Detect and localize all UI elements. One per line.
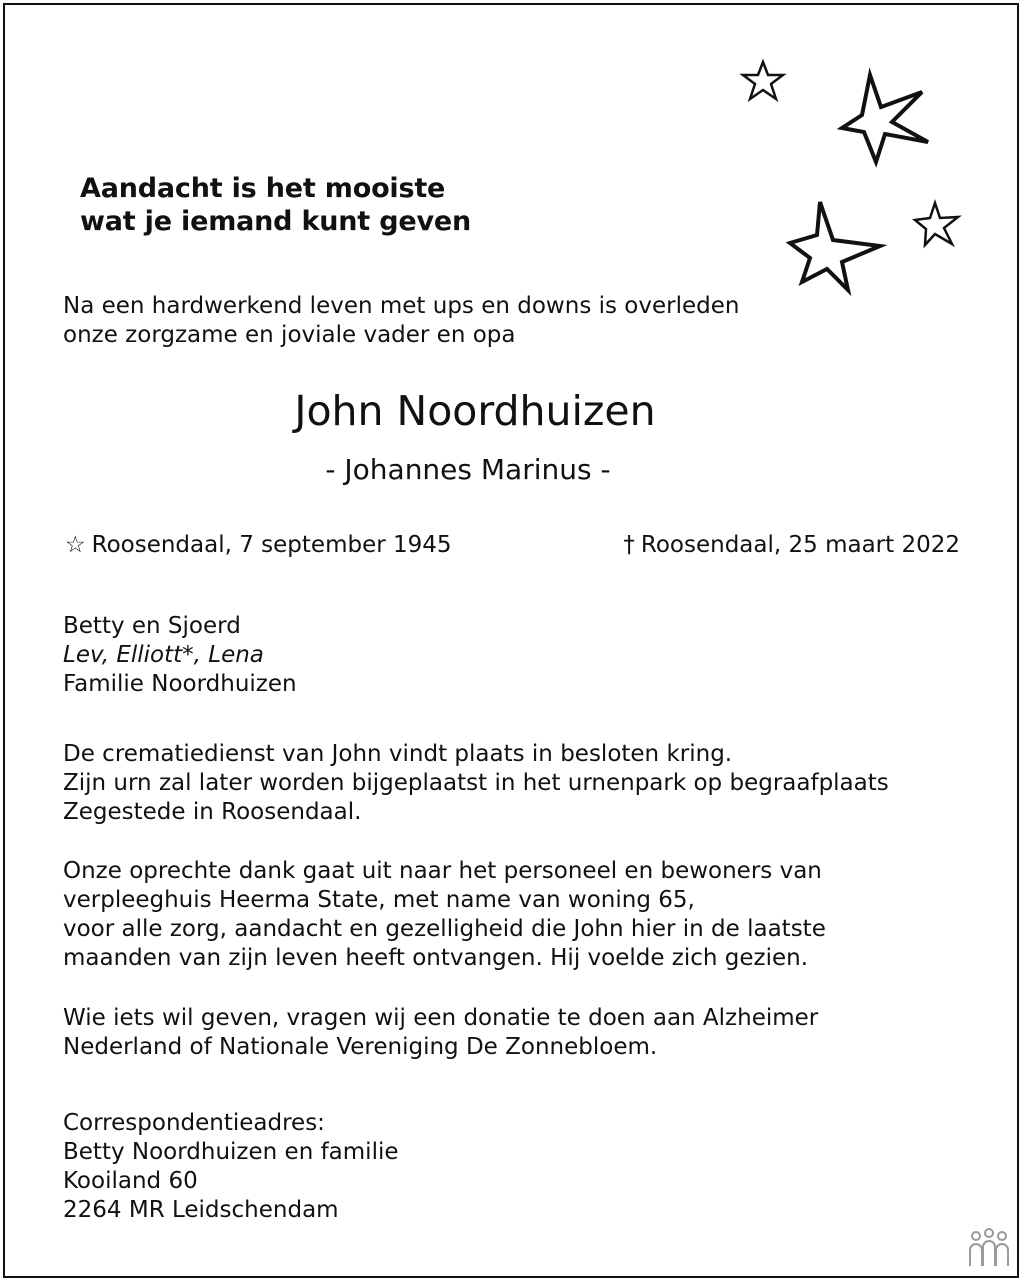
intro-line-2: onze zorgzame en joviale vader en opa [63,322,516,348]
service-line-3: Zegestede in Roosendaal. [63,799,362,825]
address-city: 2264 MR Leidschendam [63,1197,339,1223]
intro-line-1: Na een hardwerkend leven met ups en downs is overleden [63,293,740,319]
birth-info [65,531,452,560]
motto-line-2: wat je iemand kunt geven [80,206,471,237]
given-names: - Johannes Marinus - [325,453,611,486]
birth-star-icon: ☆ [65,532,86,558]
thanks-line-3: voor alle zorg, aandacht en gezelligheid die John hier in de laatste [63,916,826,942]
family-grandchildren: Lev, Elliott*, Lena [63,642,264,668]
family-list [63,612,297,699]
address-label: Correspondentieadres: [63,1110,325,1136]
people-group-logo-icon [967,1228,1011,1268]
birth-date: Roosendaal, 7 september 1945 [91,532,452,558]
donation-line-2: Nederland of Nationale Vereniging De Zonnebloem. [63,1034,658,1060]
intro-text [63,292,739,350]
donation-line-1: Wie iets wil geven, vragen wij een donatie te doen aan Alzheimer [63,1005,819,1031]
thanks-line-2: verpleeghuis Heerma State, met name van woning 65, [63,887,695,913]
service-line-1: De crematiedienst van John vindt plaats in besloten kring. [63,741,733,767]
thanks-line-4: maanden van zijn leven heeft ontvangen. Hij voelde zich gezien. [63,945,809,971]
large-star-icon [790,202,880,290]
small-star-icon [743,62,783,99]
motto [80,172,471,238]
donation-text [63,1004,818,1062]
thanks-text [63,857,826,973]
motto-line-1: Aandacht is het mooiste [80,173,446,204]
death-date: Roosendaal, 25 maart 2022 [640,532,960,558]
thanks-line-1: Onze oprechte dank gaat uit naar het personeel en bewoners van [63,858,822,884]
deceased-name: John Noordhuizen [294,387,656,435]
death-info [623,531,960,560]
death-cross-icon: † [623,532,635,558]
small-star-icon [915,203,958,245]
service-line-2: Zijn urn zal later worden bijgeplaatst in het urnenpark op begraafplaats [63,770,889,796]
address-name: Betty Noordhuizen en familie [63,1139,399,1165]
stars-icon [730,50,970,300]
service-text [63,740,889,827]
correspondence-address [63,1109,399,1225]
large-star-icon [842,75,928,162]
family-name: Familie Noordhuizen [63,671,297,697]
address-street: Kooiland 60 [63,1168,198,1194]
family-children: Betty en Sjoerd [63,613,241,639]
